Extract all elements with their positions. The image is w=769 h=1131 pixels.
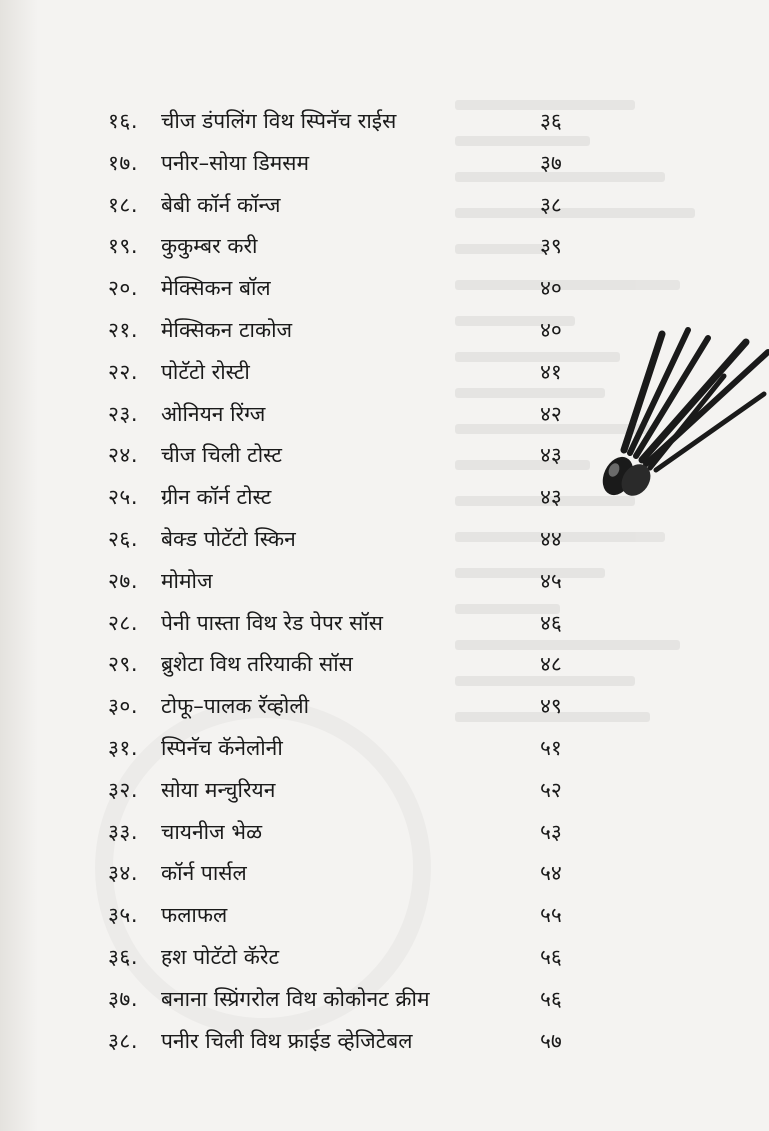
toc-entry-page-number: ४० (540, 318, 562, 342)
toc-entry-number: ३८. (108, 1028, 139, 1053)
toc-entry-number: २५. (108, 485, 139, 510)
toc-entry (100, 981, 600, 1017)
spoon-with-spring-onions-icon (596, 300, 769, 510)
toc-entry (100, 187, 600, 223)
toc-entry (100, 145, 600, 181)
toc-entry-title: मोमोज (161, 568, 213, 593)
toc-entry-number: २७. (108, 568, 139, 593)
toc-entry-title: कुकुम्बर करी (161, 234, 258, 259)
toc-entry-title: पेनी पास्ता विथ रेड पेपर सॉस (161, 610, 383, 635)
toc-entry (100, 563, 600, 599)
toc-entry-number: २६. (108, 527, 139, 551)
toc-entry-title: पोटॅटो रोस्टी (161, 359, 250, 384)
toc-entry-page-number: ५६ (540, 945, 562, 969)
toc-entry-page-number: ३६ (540, 109, 562, 133)
toc-entry-title: बेक्ड पोटॅटो स्किन (161, 527, 296, 551)
toc-entry-page-number: ५२ (540, 777, 562, 802)
toc-entry-number: २९. (108, 652, 139, 677)
toc-entry-number: १७. (108, 150, 139, 175)
toc-entry-page-number: ३८ (540, 192, 562, 217)
toc-entry-page-number: ४८ (540, 652, 562, 677)
toc-entry-page-number: ४३ (540, 443, 562, 468)
toc-entry (100, 1023, 600, 1059)
toc-entry (100, 479, 600, 515)
toc-entry-page-number: ४२ (540, 401, 562, 426)
toc-entry (100, 814, 600, 850)
toc-entry-title: मेक्सिकन बॉल (161, 276, 271, 301)
toc-entry-page-number: ४५ (540, 568, 562, 593)
toc-entry-title: चीज चिली टोस्ट (161, 443, 282, 468)
toc-entry (100, 688, 600, 724)
toc-entry-page-number: ५४ (540, 861, 562, 886)
toc-entry-title: कॉर्न पार्सल (161, 861, 247, 886)
toc-entry-title: टोफू–पालक रॅव्होली (161, 694, 310, 719)
toc-entry-page-number: ४४ (540, 527, 562, 551)
toc-entry-title: बनाना स्प्रिंगरोल विथ कोकोनट क्रीम (161, 986, 430, 1011)
toc-entry-number: २८. (108, 610, 139, 635)
toc-entry-title: स्पिनॅच कॅनेलोनी (161, 736, 283, 760)
toc-entry (100, 897, 600, 933)
toc-entry-title: पनीर–सोया डिमसम (161, 150, 310, 175)
toc-entry-number: १८. (108, 192, 139, 217)
toc-entry-page-number: ५६ (540, 986, 562, 1011)
toc-entry (100, 354, 600, 390)
toc-entry-number: २२. (108, 359, 139, 384)
toc-entry (100, 437, 600, 473)
toc-entry (100, 396, 600, 432)
toc-entry-page-number: ४१ (540, 359, 562, 384)
toc-entry-page-number: ३७ (540, 150, 562, 175)
toc-entry-page-number: ५३ (540, 819, 562, 844)
toc-entry (100, 772, 600, 808)
toc-entry-page-number: ४९ (540, 694, 562, 719)
toc-entry-number: १९. (108, 234, 139, 259)
toc-entry-number: ३५. (108, 903, 139, 928)
toc-entry-title: मेक्सिकन टाकोज (161, 318, 293, 342)
toc-entry-number: २०. (108, 276, 139, 301)
toc-entry-number: ३०. (108, 694, 139, 719)
toc-entry-page-number: ५१ (540, 736, 562, 760)
toc-entry-number: ३२. (108, 777, 139, 802)
toc-entry-title: चायनीज भेळ (161, 819, 263, 844)
toc-entry-title: फलाफल (161, 903, 228, 928)
toc-entry-page-number: ४६ (540, 610, 562, 635)
toc-entry-title: पनीर चिली विथ फ्राईड व्हेजिटेबल (161, 1028, 413, 1053)
toc-entry-number: ३४. (108, 861, 139, 886)
toc-entry-title: ब्रुशेटा विथ तरियाकी सॉस (161, 652, 353, 677)
toc-entry-page-number: ४३ (540, 485, 562, 510)
toc-entry-title: ओनियन रिंग्ज (161, 401, 266, 426)
toc-entry-title: चीज डंपलिंग विथ स्पिनॅच राईस (161, 109, 397, 133)
toc-entry-number: ३७. (108, 986, 139, 1011)
toc-entry (100, 730, 600, 766)
toc-entry-title: बेबी कॉर्न कॉन्ज (161, 192, 281, 217)
toc-entry (100, 521, 600, 557)
toc-entry (100, 646, 600, 682)
toc-entry (100, 605, 600, 641)
toc-entry-page-number: ५५ (540, 903, 562, 928)
toc-entry-number: २४. (108, 443, 139, 468)
toc-entry-title: सोया मन्चुरियन (161, 777, 276, 802)
toc-entry (100, 103, 600, 139)
toc-entry-page-number: ३९ (540, 234, 562, 259)
toc-entry-number: १६. (108, 109, 139, 133)
toc-entry-title: ग्रीन कॉर्न टोस्ट (161, 485, 272, 510)
toc-entry-number: ३३. (108, 819, 139, 844)
toc-entry (100, 855, 600, 891)
toc-entry-number: ३१. (108, 736, 139, 760)
toc-entry-number: २१. (108, 318, 139, 342)
toc-entry (100, 270, 600, 306)
toc-entry-number: ३६. (108, 945, 139, 969)
toc-entry-title: हश पोटॅटो कॅरेट (161, 945, 280, 969)
toc-entry-page-number: ४० (540, 276, 562, 301)
toc-entry (100, 312, 600, 348)
toc-entry (100, 228, 600, 264)
toc-entry-page-number: ५७ (540, 1028, 562, 1053)
toc-entry-number: २३. (108, 401, 139, 426)
toc-entry (100, 939, 600, 975)
